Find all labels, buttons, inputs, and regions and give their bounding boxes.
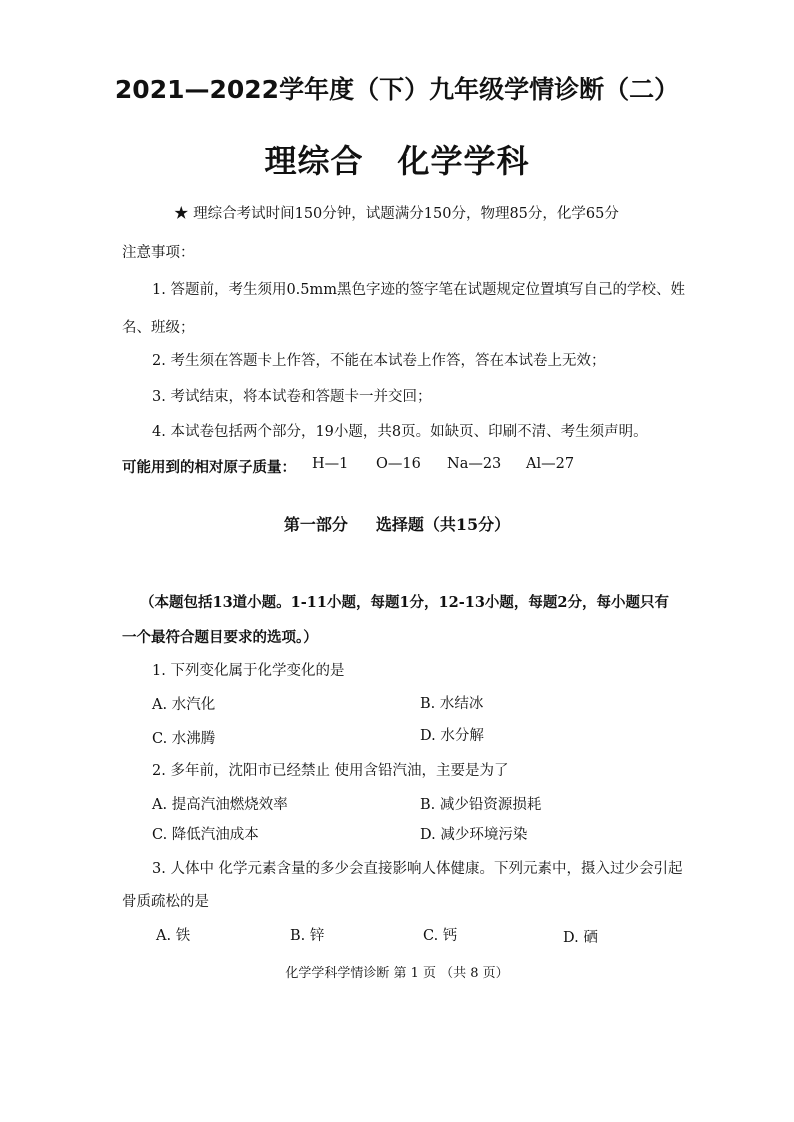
atomic-mass-row bbox=[122, 456, 296, 477]
atomic-mass-na: Na—23 bbox=[447, 456, 502, 472]
question-1-option-b: B. 水结冰 bbox=[420, 696, 484, 712]
question-1-option-a: A. 水汽化 bbox=[152, 697, 216, 713]
question-2-option-c: C. 降低汽油成本 bbox=[152, 827, 259, 843]
part1-instruction-line-2: 一个最符合题目要求的选项。） bbox=[122, 629, 318, 646]
note-2: 2. 考生须在答题卡上作答，不能在本试卷上作答，答在本试卷上无效； bbox=[152, 353, 606, 369]
note-1-line-1: 1. 答题前，考生须用0.5mm黑色字迹的签字笔在试题规定位置填写自己的学校、姓 bbox=[152, 282, 685, 298]
part1-instruction-line-1: （本题包括13道小题。1-11小题，每题1分，12-13小题，每题2分，每小题只有 bbox=[140, 594, 670, 611]
atomic-mass-al: Al—27 bbox=[526, 456, 575, 472]
question-3-option-d: D. 硒 bbox=[563, 930, 598, 946]
question-2-option-a: A. 提高汽油燃烧效率 bbox=[152, 797, 288, 813]
question-2-option-b: B. 减少铅资源损耗 bbox=[420, 797, 542, 813]
exam-info: ★ 理综合考试时间150分钟，试题满分150分，物理85分，化学65分 bbox=[174, 206, 619, 222]
question-3-stem-line-2: 骨质疏松的是 bbox=[122, 894, 209, 910]
part1-type: 选择题（共15分） bbox=[375, 515, 511, 534]
question-2-option-d: D. 减少环境污染 bbox=[420, 827, 528, 843]
note-4: 4. 本试卷包括两个部分，19小题，共8页。如缺页、印刷不清、考生须声明。 bbox=[152, 424, 648, 440]
part1-heading bbox=[0, 512, 794, 535]
atomic-mass-label: 可能用到的相对原子质量： bbox=[122, 459, 296, 476]
question-3-option-c: C. 钙 bbox=[423, 928, 458, 944]
question-3-option-a: A. 铁 bbox=[156, 928, 191, 944]
question-3-option-b: B. 锌 bbox=[290, 928, 325, 944]
page-footer: 化学学科学情诊断 第 1 页 （共 8 页） bbox=[285, 966, 509, 981]
question-2-stem: 2. 多年前，沈阳市已经禁止 使用含铅汽油，主要是为了 bbox=[152, 763, 509, 779]
subject-chemistry: 化学学科 bbox=[397, 142, 530, 180]
notes-heading: 注意事项： bbox=[122, 245, 195, 261]
atomic-mass-o: O—16 bbox=[376, 456, 421, 472]
subject-combined: 理综合 bbox=[264, 142, 364, 180]
note-1-line-2: 名、班级； bbox=[122, 320, 195, 336]
question-3-stem-line-1: 3. 人体中 化学元素含量的多少会直接影响人体健康。下列元素中，摄入过少会引起 bbox=[152, 861, 683, 877]
question-1-option-c: C. 水沸腾 bbox=[152, 731, 216, 747]
subject-title bbox=[0, 136, 794, 182]
question-1-option-d: D. 水分解 bbox=[420, 728, 484, 744]
question-1-stem: 1. 下列变化属于化学变化的是 bbox=[152, 663, 345, 679]
atomic-mass-h: H—1 bbox=[312, 456, 349, 472]
exam-title: 2021—2022学年度（下）九年级学情诊断（二） bbox=[114, 75, 680, 104]
note-3: 3. 考试结束，将本试卷和答题卡一并交回； bbox=[152, 389, 432, 405]
part1-label: 第一部分 bbox=[283, 515, 348, 534]
